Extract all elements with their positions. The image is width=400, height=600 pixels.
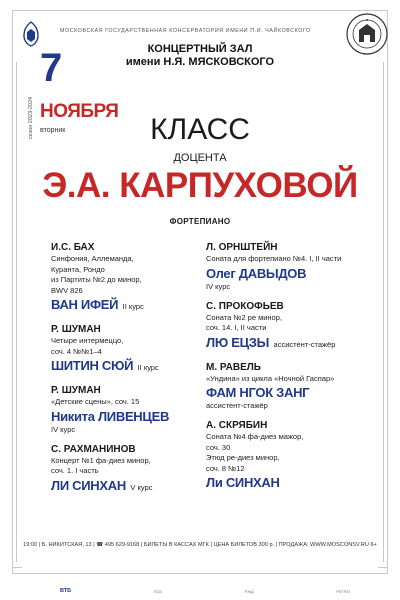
frame-bottom [12,573,388,574]
performer-course: IV курс [206,281,231,291]
instrument-label: ФОРТЕПИАНО [169,217,231,226]
frame-right [387,10,388,574]
title-docent: ДОЦЕНТА [173,152,227,164]
piece-line: Куранта, Рондо [51,264,105,274]
performer-course: II курс [137,363,159,372]
frame-left [12,10,13,574]
composer-name: М. РАВЕЛЬ [206,361,261,373]
performer-line [206,474,376,491]
sponsor-logo: ВТБ [60,588,72,594]
performer-course: IV курс [51,424,76,434]
piece-line: из Партиты №2 до минор, [51,275,142,284]
sponsor-logo: PETRO [336,588,350,594]
program-item [206,300,376,353]
composer-name: С. РАХМАНИНОВ [51,443,136,455]
piece-line: Четыре интермеццо, [51,336,124,345]
piece-line: Этюд ре-диез минор, [206,453,280,462]
performer-course: ассистент-стажёр [206,401,268,410]
piece-line: Концерт №1 фа-диез минор, [51,455,151,465]
piece-line: Соната №2 ре минор, [206,312,282,322]
performer-line [51,357,201,376]
date-weekday: вторник [40,127,66,134]
performer-name: Олег ДАВЫДОВ [206,265,307,281]
piece-line: соч. 14. I, II части [206,323,267,332]
conservatory-name: МОСКОВСКАЯ ГОСУДАРСТВЕННАЯ КОНСЕРВАТОРИЯ ИМЕНИ П.И. ЧАЙКОВСКОГО [60,28,311,34]
performer-name: ШИТИН СЮЙ [51,358,134,373]
performer-course: II курс [122,302,144,311]
composer-name: Л. ОРНШТЕЙН [206,242,278,253]
frame-corner-br [378,558,388,568]
performer-line [206,334,376,353]
performer-course: V курс [130,482,153,492]
hall-title: КОНЦЕРТНЫЙ ЗАЛ [147,43,253,55]
program-right-column [206,241,376,499]
piece-line: Соната для фортепиано №4. I, II части [206,254,342,263]
piece-line: соч. 1. I часть [51,466,99,475]
sponsor-logo: РЖД [244,588,254,594]
program-left-column [51,241,201,504]
performer-line [51,477,201,496]
footer-info: 19:00 | Б. НИКИТСКАЯ, 13 | ☎ 495 629-9168 | БИЛЕТЫ В КАССАХ МГК | ЦЕНА БИЛЕТОВ 300 р. | ПРОДАЖА: WWW.MOSCONSV.RU 6+ [23,542,377,548]
piece-line: соч. 4 №№1–4 [51,346,102,356]
composer-name: С. ПРОКОФЬЕВ [206,300,284,312]
date-day: 7 [40,46,63,90]
performer-line [51,296,201,315]
piece-line: «Ундина» из цикла «Ночной Гаспар» [206,373,335,383]
title-class: КЛАСС [150,113,250,146]
frame-top [12,10,388,11]
composer-name: А. СКРЯБИН [206,420,268,431]
date-month: НОЯБРЯ [40,101,119,122]
piece-line: BWV 826 [51,285,83,295]
composer-name: Р. ШУМАН [51,385,101,396]
piece-line: Синфония, Аллеманда, [51,254,134,263]
composer-name: Р. ШУМАН [51,324,101,335]
performer-name: ЛИ СИНХАН [51,477,126,493]
piece-line: «Детские сцены», соч. 15 [51,397,140,406]
composer-name: И.С. БАХ [51,242,95,253]
performer-name: Ли СИНХАН [206,475,280,490]
program-item [51,323,201,376]
performer-line [206,384,376,401]
hall-subtitle: имени Н.Я. МЯСКОВСКОГО [125,56,275,68]
performer-name: ФАМ НГОК ЗАНГ [206,385,310,400]
performer-name: ВАН ИФЕЙ [51,297,119,312]
program-item [51,384,201,435]
piece-line: соч. 8 №12 [206,463,245,473]
performer-line [51,408,201,425]
performer-course: ассистент-стажёр [273,339,336,349]
performer-name: Никита ЛИВЕНЦЕВ [51,408,170,424]
season-text: сезон 2023-2024 [28,96,34,139]
program-item [206,241,376,292]
program-item [51,241,201,315]
program-item [51,443,201,496]
performer-name: ЛЮ ЕЦЗЫ [206,334,270,350]
performer-line [206,265,376,282]
sponsor-logos [60,585,350,597]
piece-line: Соната №4 фа-диез мажор, [206,432,304,441]
frame-corner-bl [12,558,22,568]
program-item [206,361,376,412]
piece-line: соч. 30 [206,442,231,452]
program-item [206,419,376,491]
sponsor-logo: ПСБ [153,588,163,594]
teacher-name: Э.А. КАРПУХОВОЙ [42,166,358,205]
